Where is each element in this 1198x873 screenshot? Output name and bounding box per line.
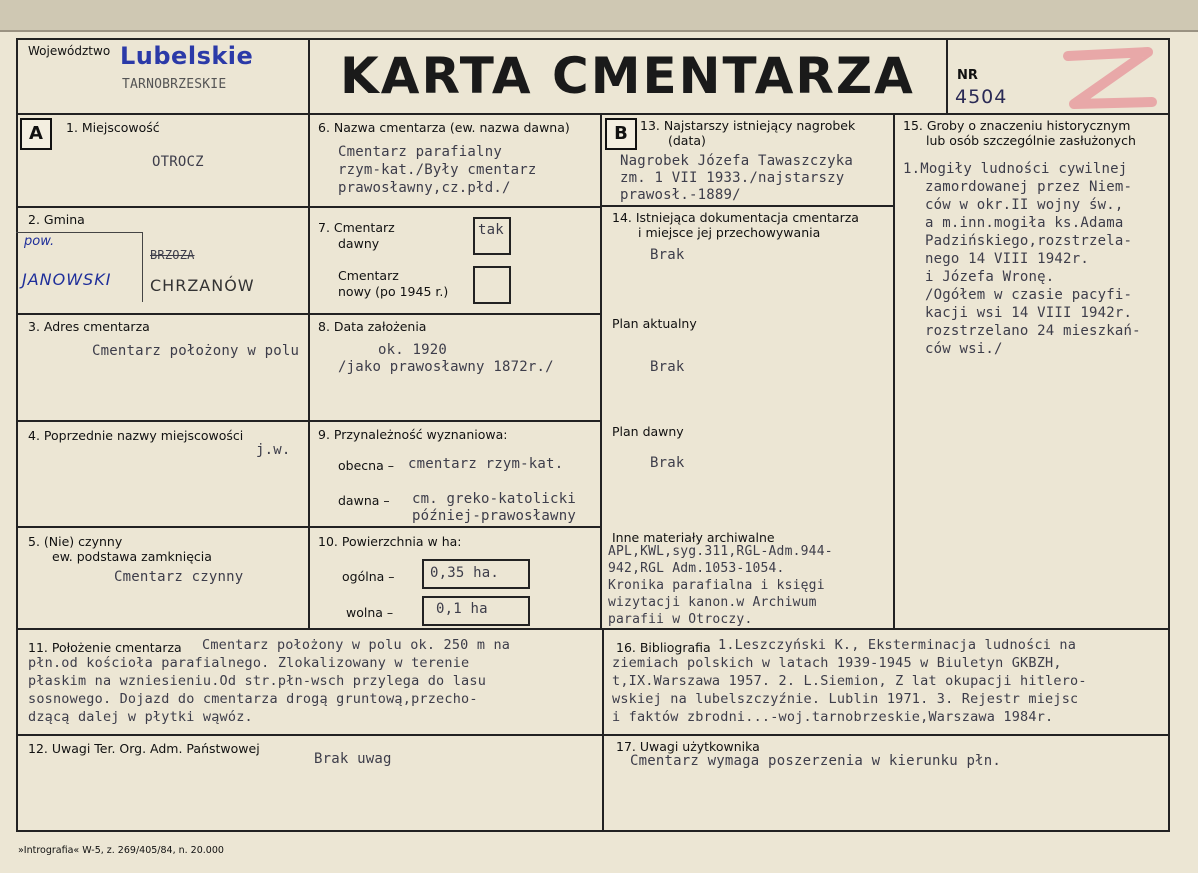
f8-line2: /jako prawosławny 1872r./ <box>338 359 554 375</box>
f6-label: 6. Nazwa cmentarza (ew. nazwa dawna) <box>318 120 570 135</box>
card-top-strip <box>0 0 1198 32</box>
f2-split-top <box>16 232 142 233</box>
f5-value: Cmentarz czynny <box>114 569 244 585</box>
f15-label-2: lub osób szczególnie zasłużonych <box>926 133 1136 148</box>
page-title: KARTA CMENTARZA <box>340 47 915 105</box>
f8-label: 8. Data założenia <box>318 319 427 334</box>
f17-value: Cmentarz wymaga poszerzenia w kierunku płn. <box>630 753 1002 769</box>
f15-line: 1.Mogiły ludności cywilnej <box>903 161 1128 177</box>
f2-powiat: JANOWSKI <box>22 270 112 289</box>
f14-label-2: i miejsce jej przechowywania <box>638 225 821 240</box>
f15-line: a m.inn.mogiła ks.Adama <box>925 215 1124 231</box>
f7-dawny-value: tak <box>478 222 504 238</box>
f11-label: 11. Położenie cmentarza <box>28 640 182 655</box>
f15-line: zamordowanej przez Niem- <box>925 179 1133 195</box>
inne-label: Inne materiały archiwalne <box>612 530 775 545</box>
divider-header-2 <box>946 38 948 114</box>
f7-nowy-2: nowy (po 1945 r.) <box>338 284 449 299</box>
f11-line1: Cmentarz położony w polu ok. 250 m na <box>202 637 511 653</box>
border-top <box>16 38 1170 40</box>
f15-line: ców wsi./ <box>925 341 1003 357</box>
f3-label: 3. Adres cmentarza <box>28 319 150 334</box>
wojewodztwo-label: Województwo <box>28 44 111 58</box>
f15-line: rozstrzelano 24 mieszkań- <box>925 323 1141 339</box>
section-a-marker: A <box>20 118 52 150</box>
divider-row-1 <box>16 206 601 208</box>
f9-dawna-line1: cm. greko-katolicki <box>412 491 576 507</box>
inne-line4: wizytacji kanon.w Archiwum <box>608 595 817 610</box>
f5-label-1: 5. (Nie) czynny <box>28 534 123 549</box>
f13-label-1: 13. Najstarszy istniejący nagrobek <box>640 118 856 133</box>
f6-line3: prawosławny,cz.płd./ <box>338 180 511 196</box>
f12-label: 12. Uwagi Ter. Org. Adm. Państwowej <box>28 741 260 756</box>
divider-row-b14 <box>600 205 894 207</box>
plan-dawny-label: Plan dawny <box>612 424 684 439</box>
f13-line3: prawosł.-1889/ <box>620 187 741 203</box>
f5-label-2: ew. podstawa zamknięcia <box>52 549 212 564</box>
divider-col-3 <box>893 113 895 630</box>
f10-label: 10. Powierzchnia w ha: <box>318 534 462 549</box>
f16-line2: ziemiach polskich w latach 1939-1945 w Biuletyn GKBZH, <box>612 655 1062 671</box>
f9-dawna-label: dawna – <box>338 493 390 508</box>
nr-value: 4504 <box>955 86 1008 108</box>
wojewodztwo-stamp: Lubelskie <box>120 42 254 70</box>
plan-dawny-value: Brak <box>650 455 685 471</box>
f2-split <box>142 232 143 302</box>
nr-label: NR <box>957 68 978 83</box>
f10-wolna-value: 0,1 ha <box>436 601 488 617</box>
border-bottom <box>16 830 1170 832</box>
f16-line5: i faktów zbrodni...-woj.tarnobrzeskie,Warszawa 1984r. <box>612 709 1054 725</box>
f11-line4: sosnowego. Dojazd do cmentarza drogą gruntową,przecho- <box>28 691 478 707</box>
section-b-marker: B <box>605 118 637 150</box>
f16-line3: t,IX.Warszawa 1957. 2. L.Siemion, Z lat okupacji hitlero- <box>612 673 1087 689</box>
f16-line1: 1.Leszczyński K., Eksterminacja ludności na <box>718 637 1077 653</box>
f10-wolna-label: wolna – <box>346 605 394 620</box>
divider-row-3 <box>16 420 601 422</box>
f7-nowy-box <box>473 266 511 304</box>
f15-line: kacji wsi 14 VIII 1942r. <box>925 305 1133 321</box>
f13-line1: Nagrobek Józefa Tawaszczyka <box>620 153 853 169</box>
f11-line5: dzącą dalej w płytki wąwóz. <box>28 709 253 725</box>
f11-line2: płn.od kościoła parafialnego. Zlokalizowany w terenie <box>28 655 470 671</box>
divider-col-2 <box>600 113 602 630</box>
f16-label: 16. Bibliografia <box>616 640 711 655</box>
f9-label: 9. Przynależność wyznaniowa: <box>318 427 508 442</box>
f15-line: /Ogółem w czasie pacyfi- <box>925 287 1133 303</box>
f10-ogolna-value: 0,35 ha. <box>430 565 500 581</box>
f2-label: 2. Gmina <box>28 212 85 227</box>
f1-label: 1. Miejscowość <box>66 120 160 135</box>
divider-row-2 <box>16 313 601 315</box>
footer-imprint: »Intrografia« W-5, z. 269/405/84, n. 20.000 <box>18 845 224 856</box>
f16-line4: wskiej na lubelszczyźnie. Lublin 1971. 3. Rejestr miejsc <box>612 691 1079 707</box>
f4-label: 4. Poprzednie nazwy miejscowości <box>28 428 244 443</box>
f9-dawna-line2: później-prawosławny <box>412 508 576 524</box>
inne-line3: Kronika parafialna i księgi <box>608 578 825 593</box>
f9-obecna-label: obecna – <box>338 458 394 473</box>
f9-obecna-value: cmentarz rzym-kat. <box>408 456 564 472</box>
divider-row-5 <box>16 628 1170 630</box>
red-z-mark <box>1060 44 1160 112</box>
f15-line: ców w okr.II wojny św., <box>925 197 1124 213</box>
f6-line1: Cmentarz parafialny <box>338 144 502 160</box>
divider-row-4 <box>16 526 601 528</box>
plan-aktualny-label: Plan aktualny <box>612 316 697 331</box>
f17-label: 17. Uwagi użytkownika <box>616 739 760 754</box>
f14-label-1: 14. Istniejąca dokumentacja cmentarza <box>612 210 859 225</box>
inne-line1: APL,KWL,syg.311,RGL-Adm.944- <box>608 544 833 559</box>
divider-header-1 <box>308 38 310 628</box>
f3-value: Cmentarz położony w polu <box>92 343 300 359</box>
f15-label-1: 15. Groby o znaczeniu historycznym <box>903 118 1131 133</box>
border-left <box>16 38 18 832</box>
f8-line1: ok. 1920 <box>378 342 448 358</box>
f15-line: i Józefa Wronę. <box>925 269 1055 285</box>
border-right <box>1168 38 1170 832</box>
f2-struck: BRZOZA <box>150 248 195 262</box>
inne-line5: parafii w Otroczy. <box>608 612 753 627</box>
f12-value: Brak uwag <box>314 751 392 767</box>
f15-line: Padzińskiego,rozstrzela- <box>925 233 1133 249</box>
f2-pow: pow. <box>24 234 55 249</box>
f13-line2: zm. 1 VII 1933./najstarszy <box>620 170 845 186</box>
f7-label-1: 7. Cmentarz <box>318 220 395 235</box>
f4-value: j.w. <box>256 442 291 458</box>
divider-bottom-col <box>602 628 604 832</box>
f6-line2: rzym-kat./Były cmentarz <box>338 162 537 178</box>
f7-label-2: dawny <box>338 236 380 251</box>
f2-gmina: CHRZANÓW <box>150 276 255 295</box>
f10-ogolna-label: ogólna – <box>342 569 395 584</box>
divider-row-6 <box>16 734 1170 736</box>
plan-aktualny-value: Brak <box>650 359 685 375</box>
f1-value: OTROCZ <box>152 154 204 170</box>
wojewodztwo-old: TARNOBRZESKIE <box>122 77 227 92</box>
f11-line3: płaskim na wzniesieniu.Od str.płn-wsch przylega do lasu <box>28 673 487 689</box>
f14-value: Brak <box>650 247 685 263</box>
f15-line: nego 14 VIII 1942r. <box>925 251 1089 267</box>
inne-line2: 942,RGL Adm.1053-1054. <box>608 561 785 576</box>
f15-list <box>903 160 1141 358</box>
f7-nowy-1: Cmentarz <box>338 268 399 283</box>
divider-below-header <box>16 113 1170 115</box>
f13-label-2: (data) <box>668 133 706 148</box>
